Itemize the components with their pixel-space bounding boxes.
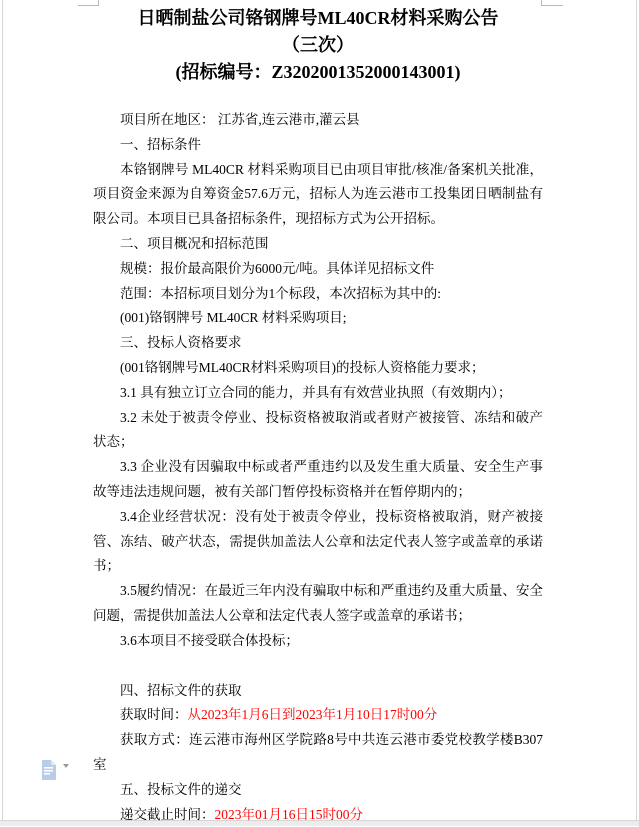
paragraph-3-4: 3.4企业经营状况：没有处于被责令停业，投标资格被取消，财产被接管、冻结、破产状态，需提供加盖法人公章和法定代表人签字或盖章的承诺书； — [93, 508, 543, 574]
paragraph-scale: 规模：报价最高限价为6000元/吨。具体详见招标文件 — [120, 260, 435, 276]
paragraph-scope: 范围：本招标项目划分为1个标段，本次招标为其中的: — [120, 285, 442, 301]
doc-title-line2: （三次） — [282, 35, 354, 55]
paragraph-project-location: 项目所在地区： 江苏省,连云港市,灌云县 — [120, 112, 360, 127]
paragraph-3-6: 3.6本项目不接受联合体投标； — [120, 632, 299, 648]
paragraph-submit-deadline — [93, 803, 543, 827]
page-border-right — [636, 0, 637, 820]
paragraph-3-2: 3.2 未处于被责令停业、投标资格被取消或者财产被接管、冻结和破产状态； — [93, 409, 543, 450]
document-content — [93, 0, 543, 827]
document-body — [93, 108, 543, 827]
paragraph-3-5: 3.5履约情况：在最近三年内没有骗取中标和严重违约及重大质量、安全问题，需提供加盖法人公章和法定代表人签字或盖章的承诺书； — [93, 583, 543, 623]
heading-section-5: 五、投标文件的递交 — [120, 781, 242, 797]
document-title — [93, 0, 543, 86]
paragraph-bid-conditions: 本铬钢牌号 ML40CR 材料采购项目已由项目审批/核准/备案机关批准，项目资金来源为自筹资金57.6万元，招标人为连云港市工投集团日晒制盐有限公司。本项目已具备招标条件，现招标方式为公开招标。 — [93, 161, 543, 227]
heading-section-1: 一、招标条件 — [120, 136, 201, 152]
paragraph-qualification-intro: (001铬钢牌号ML40CR材料采购项目)的投标人资格能力要求； — [120, 359, 485, 375]
doc-title-line1: 日晒制盐公司铬钢牌号ML40CR材料采购公告 — [137, 8, 499, 28]
chevron-down-icon — [63, 768, 69, 786]
text-boundary-crop-mark-right — [541, 0, 563, 6]
page-border-left — [2, 0, 3, 820]
obtain-time-label: 获取时间： — [120, 707, 188, 723]
heading-section-2: 二、项目概况和招标范围 — [120, 235, 269, 251]
submit-deadline-value: 2023年01月16日15时00分 — [214, 806, 363, 822]
submit-deadline-label: 递交截止时间： — [120, 806, 215, 822]
obtain-time-value: 从2023年1月6日到2023年1月10日17时00分 — [187, 707, 438, 723]
paragraph-obtain-method: 获取方式：连云港市海州区学院路8号中共连云港市委党校教学楼B307室 — [93, 732, 543, 772]
heading-section-4: 四、招标文件的获取 — [120, 682, 242, 698]
paragraph-3-1: 3.1 具有独立订立合同的能力，并具有有效营业执照（有效期内）； — [120, 384, 512, 400]
doc-title-bid-number: (招标编号：Z3202001352000143001) — [175, 62, 461, 82]
paste-options-icon — [41, 760, 57, 780]
paragraph-obtain-time — [93, 703, 543, 728]
paragraph-3-3: 3.3 企业没有因骗取中标或者严重违约以及发生重大质量、安全生产事故等违法违规问题，被有关部门暂停投标资格并在暂停期内的； — [93, 459, 543, 499]
paste-options-button[interactable] — [41, 760, 77, 784]
heading-section-3: 三、投标人资格要求 — [120, 335, 242, 351]
paragraph-lot-001: (001)铬钢牌号 ML40CR 材料采购项目; — [120, 310, 347, 326]
